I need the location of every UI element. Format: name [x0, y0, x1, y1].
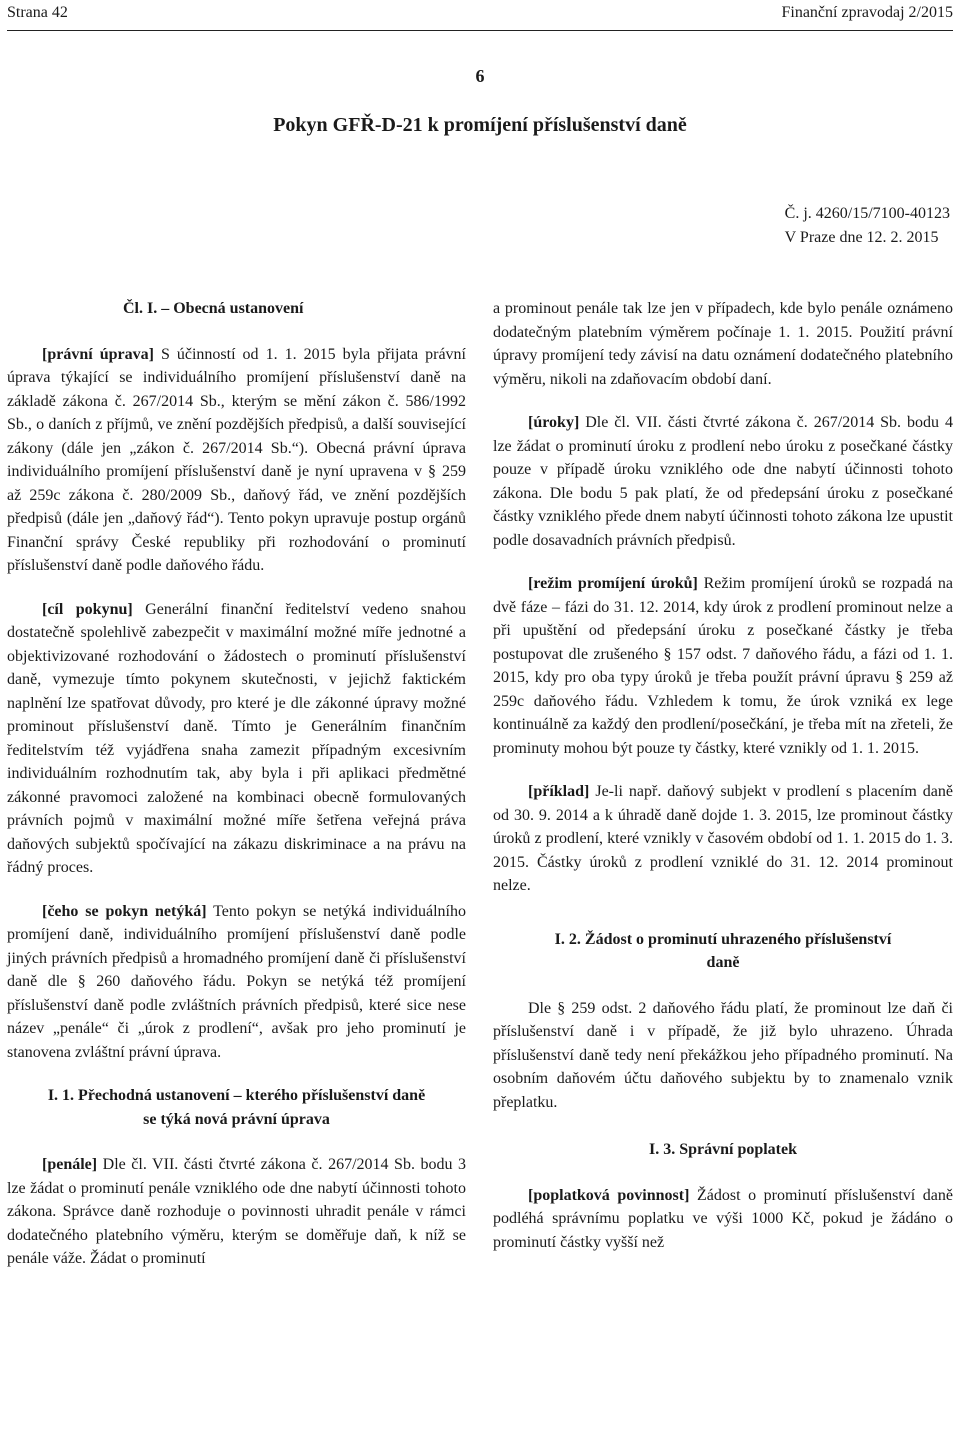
paragraph: a prominout penále tak lze jen v případech, kde bylo penále oznámeno dodatečným platebním výměrem počínaje 1. 1. 2015. Použití právní úpravy promíjení tedy závisí na datu oznámení dodatečného platebního výměru, nikoli na zdaňovacím období daní. [493, 300, 953, 388]
paragraph-tag: [úroky] [528, 414, 580, 431]
paragraph-tag: [právní úprava] [42, 345, 154, 363]
paragraph [493, 1184, 953, 1255]
paragraph [493, 411, 953, 552]
section-heading: I. 1. Přechodná ustanovení – kterého příslušenství daně se týká nová právní úprava [47, 1087, 426, 1128]
paragraph-text: Dle čl. VII. části čtvrté zákona č. 267/2014 Sb. bodu 3 lze žádat o prominutí penále vzniklého ode dne nabytí účinnosti tohoto zákona. Správce daně rozhoduje o povinnosti uhradit penále v rámci dodatečného platebního výměru, kterým se doměřuje daň, k níž se penále váže. Žádat o prominutí [7, 1156, 466, 1267]
paragraph-text: Je-li např. daňový subjekt v prodlení s placením daně od 30. 9. 2014 a k úhradě daně dojde 1. 3. 2015, lze prominout částky úroků z prodlení, které vznikly v časovém období od 1. 1. 2015 do 1. 3. 2015. Částky úroků z prodlení vzniklé do 31. 12. 2014 prominout nelze. [493, 783, 953, 894]
right-column [493, 297, 953, 1274]
paragraph [493, 572, 953, 760]
header-rule [7, 30, 953, 31]
paragraph [493, 780, 953, 898]
paragraph-text: S účinností od 1. 1. 2015 byla přijata právní úprava týkající se individuálního promíjení příslušenství daně na základě zákona č. 267/2014 Sb., kterým se mění zákon č. 586/1992 Sb., o daních z příjmů, ve znění pozdějších předpisů, a další související zákony (dále jen „zákon č. 267/2014 Sb.“). Obecná právní úprava individuálního promíjení příslušenství daně je nyní upravena v § 259 až 259c zákona č. 280/2009 Sb., daňový řád, ve znění pozdějších předpisů (dále jen „daňový řád“). Tento pokyn upravuje postup orgánů Finanční správy České republiky při rozhodování o prominutí příslušenství daně podle daňového řádu. [7, 345, 466, 574]
paragraph: Dle § 259 odst. 2 daňového řádu platí, že prominout lze daň či příslušenství daně i v případě, že již bylo uhrazeno. Úhrada příslušenství daně tedy není překážkou jeho případného prominutí. Na osobním daňovém účtu daňového subjektu by to znamenalo vznik přeplatku. [493, 999, 953, 1111]
paragraph-tag: [příklad] [528, 783, 590, 800]
paragraph [7, 1153, 466, 1271]
section-heading: I. 2. Žádost o prominutí uhrazeného příslušenství daně [554, 930, 892, 971]
paragraph [7, 598, 466, 880]
paragraph-text: Generální finanční ředitelství vedeno snahou dostatečně spolehlivě zabezpečit v maximální možné míře jednotné a objektivizované rozhodování o žádostech o prominutí příslušenství daně, vymezuje tímto pokynem skutečnosti, v jejichž faktickém naplnění lze spatřovat důvody, pro které je dle zákonné úpravy možné prominout příslušenství daně. Tímto je Generálním finančním ředitelstvím též vyjádřena snaha zamezit případným excesivním individuálním rozhodnutím tak, aby byla i při aplikaci předmětné zákonné pravomoci založené na kombinaci obecně formulovaných právních pojmů v maximální možné míře šetřena veřejná práva daňových subjektů spočívající na zákazu diskriminace a na právu na řádný proces. [7, 600, 466, 876]
paragraph-tag: [čeho se pokyn netýká] [42, 902, 207, 920]
paragraph-text: Žádost o prominutí příslušenství daně podléhá správnímu poplatku ve výši 1000 Kč, pokud je žádáno o prominutí částky vyšší než [493, 1186, 953, 1251]
paragraph-tag: [poplatková povinnost] [528, 1186, 690, 1204]
document-title: Pokyn GFŘ-D-21 k promíjení příslušenství daně [273, 114, 687, 136]
reference-number: Č. j. 4260/15/7100-40123 [784, 205, 950, 222]
page-number: Strana 42 [7, 4, 68, 21]
section-heading: I. 3. Správní poplatek [648, 1141, 798, 1158]
journal-title: Finanční zpravodaj 2/2015 [781, 4, 953, 21]
document-number: 6 [475, 66, 485, 86]
paragraph [7, 343, 466, 578]
paragraph-text: Dle čl. VII. části čtvrté zákona č. 267/2014 Sb. bodu 4 lze žádat o prominutí úroku z prodlení nebo úroku z posečkané částky pouze v případě úroku vzniklého ode dne nabytí účinnosti tohoto zákona. Dle bodu 5 pak platí, že od předepsání úroku z posečkané částky vzniklého přede dnem nabytí účinnosti tohoto zákona lze upustit podle dosavadních právních předpisů. [493, 414, 953, 549]
paragraph-text: Režim promíjení úroků se rozpadá na dvě fáze – fázi do 31. 12. 2014, kdy úrok z prodlení prominout nelze a při upuštění od předepsání úroku z posečkané částky je třeba postupovat dle zrušeného § 157 odst. 7 daňového řádu, a fázi od 1. 1. 2015, kdy pro oba typy úroků je třeba použít právní úpravu § 259 až 259c daňového řádu. Vzhledem k tomu, že úrok vzniká ex lege kontinuálně za každý den prodlení/posečkání, je třeba mít na zřeteli, že prominuty mohou být pouze ty částky, které vznikly od 1. 1. 2015. [493, 575, 953, 757]
paragraph-text: Tento pokyn se netýká individuálního promíjení daně, individuálního promíjení příslušenství daně podle jiných právních předpisů a hromadného promíjení daně či příslušenství daně dle § 260 daňového řádu. Pokyn se netýká též promíjení příslušenství daně podle zvláštních právních předpisů, které sice nese název „penále“ či „úrok z prodlení“, avšak pro jeho prominutí je stanovena zvláštní právní úprava. [7, 902, 466, 1061]
reference-block [785, 202, 950, 250]
paragraph [7, 900, 466, 1065]
left-column [7, 297, 466, 1291]
paragraph-tag: [penále] [42, 1156, 98, 1173]
section-heading: Čl. I. – Obecná ustanovení [123, 300, 304, 317]
paragraph-tag: [cíl pokynu] [42, 600, 133, 618]
paragraph-tag: [režim promíjení úroků] [528, 575, 698, 592]
place-date: V Praze dne 12. 2. 2015 [784, 229, 939, 246]
